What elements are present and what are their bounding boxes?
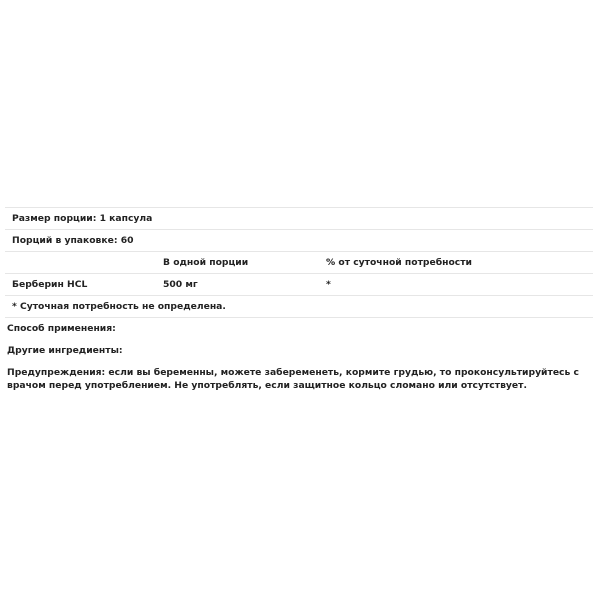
- ingredient-amount: 500 мг: [163, 279, 198, 290]
- footnote: * Суточная потребность не определена.: [12, 301, 226, 312]
- warnings-text: Предупреждения: если вы беременны, можете забеременеть, кормите грудью, то проконсультируйтесь с врачом перед употреблением. Не употреблять, если защитное кольцо сломано или отсутствует.: [7, 367, 579, 391]
- serving-size: Размер порции: 1 капсула: [12, 213, 153, 224]
- other-ingredients-heading: Другие ингредиенты:: [7, 345, 123, 356]
- servings-per-container-row: [5, 229, 593, 251]
- usage-heading: Способ применения:: [7, 323, 116, 334]
- serving-size-row: [5, 207, 593, 229]
- table-header-row: [5, 251, 593, 273]
- table-row: [5, 273, 593, 295]
- servings-per-container: Порций в упаковке: 60: [12, 235, 134, 246]
- footnote-row: [5, 295, 593, 318]
- header-daily-value: % от суточной потребности: [326, 257, 472, 268]
- header-per-serving: В одной порции: [163, 257, 249, 268]
- ingredient-daily-value: *: [326, 279, 331, 290]
- supplement-facts-table: [5, 207, 593, 318]
- ingredient-name: Берберин HCL: [12, 279, 88, 290]
- product-info-sections: [7, 322, 597, 400]
